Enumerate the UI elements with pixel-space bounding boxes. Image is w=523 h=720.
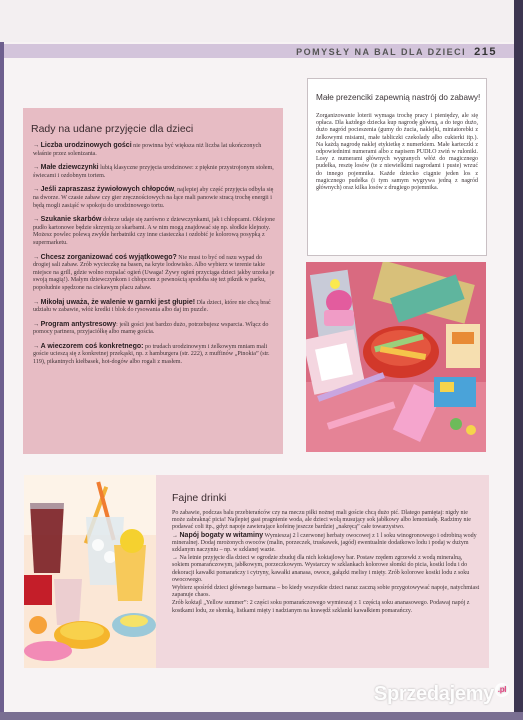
paragraph [33,164,277,180]
drinks-text [172,509,480,615]
paragraph-text: nie powinna być większa niż liczba lat ukończonych właśnie przez solenizanta. [33,143,262,157]
paragraph-text: Nie musi to być od razu wypad do drogiej sali zabaw. Zrób wycieczkę na basen, na kryte lodowisko. Albo wybierz w terenie takie miejsce na grill, gdzie wolno rozpalać ogień (Uwaga! Żywy ogień przyciąga dzieci jakby urzeka je swoją magią!). Małym dziewczynkom i chłopcom z pewnością spodoba się też piknik w parku, popołudnie spędzone na ciekawym placu zabaw. [33,254,275,291]
page-number: 215 [474,46,497,58]
tips-list [33,142,277,373]
paragraph-text: Po zabawie, podczas balu przebierańców czy na meczu piłki nożnej mali goście chcą dużo pić. Dlatego pamiętaj: nigdy nie może zabraknąć picia! Najlepiej gasi pragnienie woda, ale dzieci wolą musujący sok jabłkowy albo lemoniadę. Radzimy nie podawać coli itp., gdyż napoje zawierające kofeinę jeszcze bardziej „nakręcą” całe towarzystwo. [172,510,471,531]
paragraph-lead: Liczba urodzinowych gości [40,142,132,149]
arrow-bullet: → [33,254,41,261]
watermark-suffix: .pl [495,683,509,697]
paragraph-text: , najlepiej aby część przyjęcia odbyła się na dworze. W czasie zabaw czy gier zręcznościowych na łące mali panowie stracą trochę energii i będą mogli zasiąść w spokoju do urodzinowego tortu. [33,187,274,209]
paragraph-lead: Napój bogaty w witaminy [179,531,264,539]
paragraph [33,321,277,337]
paragraph [33,299,277,315]
page-top [0,0,523,42]
tips-box [23,108,283,454]
paragraph [172,509,480,532]
watermark-text: Sprzedajemy [373,683,494,705]
paragraph-text: Wymieszaj 2 l czerwonej herbaty owocowej z 1 l soku winogronowego i odrobiną wody mineralnej. Dodaj mrożonych owoców (malin, porzeczek, truskawek, jagód) ewentualnie dodatkowo lodu i podaj w dużym szklanym naczyniu – np. w szklanej wazie. [172,532,477,554]
paragraph-text: Wybierz spośród dzieci głównego barmana – bo kiedy wszystkie dzieci naraz zaczną sobie przygotowywać napoje, natychmiast zapanuje chaos. [172,585,480,599]
paragraph [172,584,480,599]
page-bottom-edge [0,712,523,720]
arrow-bullet: → [172,555,180,562]
paragraph [33,254,277,293]
lottery-title: Małe prezenciki zapewnią nastrój do zabawy! [316,93,481,102]
paragraph-text: dobrze udaje się zarówno z dziewczynkami, jak i chłopcami. Oklejone pudło kartonowe będzie skrzynią ze skarbami. A w nim mogą znajdować się np. słodkie klejnoty. Możesz powlec polewą zwykłe herbatniki czy inne ciasteczka i ozdobić je kolorową posypką z supermarketu. [33,217,275,246]
arrow-bullet: → [33,165,41,172]
page-edge [514,0,523,720]
arrow-bullet: → [33,343,41,350]
arrow-bullet: → [33,321,41,328]
lottery-text: Zorganizowanie loterii wymaga trochę pracy i pieniędzy, ale się opłaca. Dla każdego dziecka kup nagrodę główną, a do tego dużo, dużo nagród pocieszenia (gumy do żucia, naklejki, miniatorebki z żelkowymi misiami, małe tabliczki czekolady albo cukierki itp.). Na każdą nagrodę naklej etykietkę z numerkiem. Małe karteczki z odpowiednimi numerami albo z napisem PUDŁO zwiń w ruloniki. Losy z numerami głównych wygranych włóż do magicznego pudełka, resztę losów (te z niewielkimi nagrodami i puste) wrzuć do innego pojemnika. Każde dziecko ciągnie jeden los z magicznego pudełka (i tym samym wygrywa jedną z nagród głównych) oraz kilka losów z drugiego pojemnika. [316,113,478,192]
paragraph [172,599,480,614]
arrow-bullet: → [33,217,41,224]
party-favors-photo [306,262,486,452]
tips-title: Rady na udane przyjęcie dla dzieci [31,123,194,135]
paragraph-text: Dla dzieci, które nie chcą brać udziału w zabawie, włóż kredki i blok do rysowania albo daj im puzzle. [33,299,271,314]
paragraph-lead: Jeśli zapraszasz żywiołowych chłopców [40,186,175,194]
header-title: POMYSŁY NA BAL DLA DZIECI [296,47,467,57]
drinks-photo [24,475,157,668]
paragraph-text: Na letnie przyjęcie dla dzieci w ogrodzie zbuduj dla nich koktajlowy bar. Postaw rzędem zgrzewki z wodą mineralną, sokiem pomarańczowym, jabłkowym, porzeczkowym. Wystarczy w szklankach kolorowe słomki do picia, kostki lodu i do dekoracji kawałki pomarańczy i cytryny, kawałki ananasa, owoce, gałązki melisy i mięty. Zrób kolorowe kostki lodu z soku owocowego. [172,555,470,583]
lottery-box [307,78,487,256]
paragraph-text: : jeśli gości jest bardzo dużo, potrzebujesz wsparcia. Włącz do pomocy partnera, przyjaciółkę albo mamę gościa. [33,321,269,336]
paragraph [172,554,480,584]
paragraph [33,216,277,247]
paragraph [33,186,277,210]
paragraph-text: Zrób koktajl „Yellow summer”: 2 części soku pomarańczowego wymieszaj z 1 częścią soku ananasowego. Podawaj napój z kostkami lodu, ze słomką, listkami mięty i nadzianym na krawędź szklanki kawałkiem pomarańczy. [172,600,470,614]
drinks-box [156,475,489,668]
paragraph-lead: A wieczorem coś konkretnego: [40,342,144,350]
paragraph [33,343,277,367]
paragraph [33,142,277,158]
drinks-title: Fajne drinki [172,492,227,504]
paragraph [172,532,480,555]
paragraph-lead: Małe dziewczynki [40,164,99,172]
paragraph-lead: Mikołaj uważa, że walenie w garnki jest głupie! [40,298,196,306]
paragraph-lead: Program antystresowy [40,320,117,328]
arrow-bullet: → [33,143,41,149]
running-header [296,46,497,58]
paragraph-text: lubią klasyczne przyjęcia urodzinowe: z pięknie przystrojonym stołem, świecami i ozdobnym tortem. [33,165,274,179]
arrow-bullet: → [172,532,180,539]
watermark-logo [374,683,509,706]
arrow-bullet: → [33,187,41,194]
paragraph-lead: Chcesz zorganizować coś wyjątkowego? [40,253,177,261]
paragraph-text: po trudach urodzinowym i żelkowym mniam mali goście ucieszą się z konkretnej przekąski, np. z hamburgera (str. 222), z muffinów „Pinokia” (str. 119), pikantnych kiełbasek, hot-dogów albo rogali z masłem. [33,343,270,366]
arrow-bullet: → [33,299,41,306]
paragraph-lead: Szukanie skarbów [40,216,102,224]
